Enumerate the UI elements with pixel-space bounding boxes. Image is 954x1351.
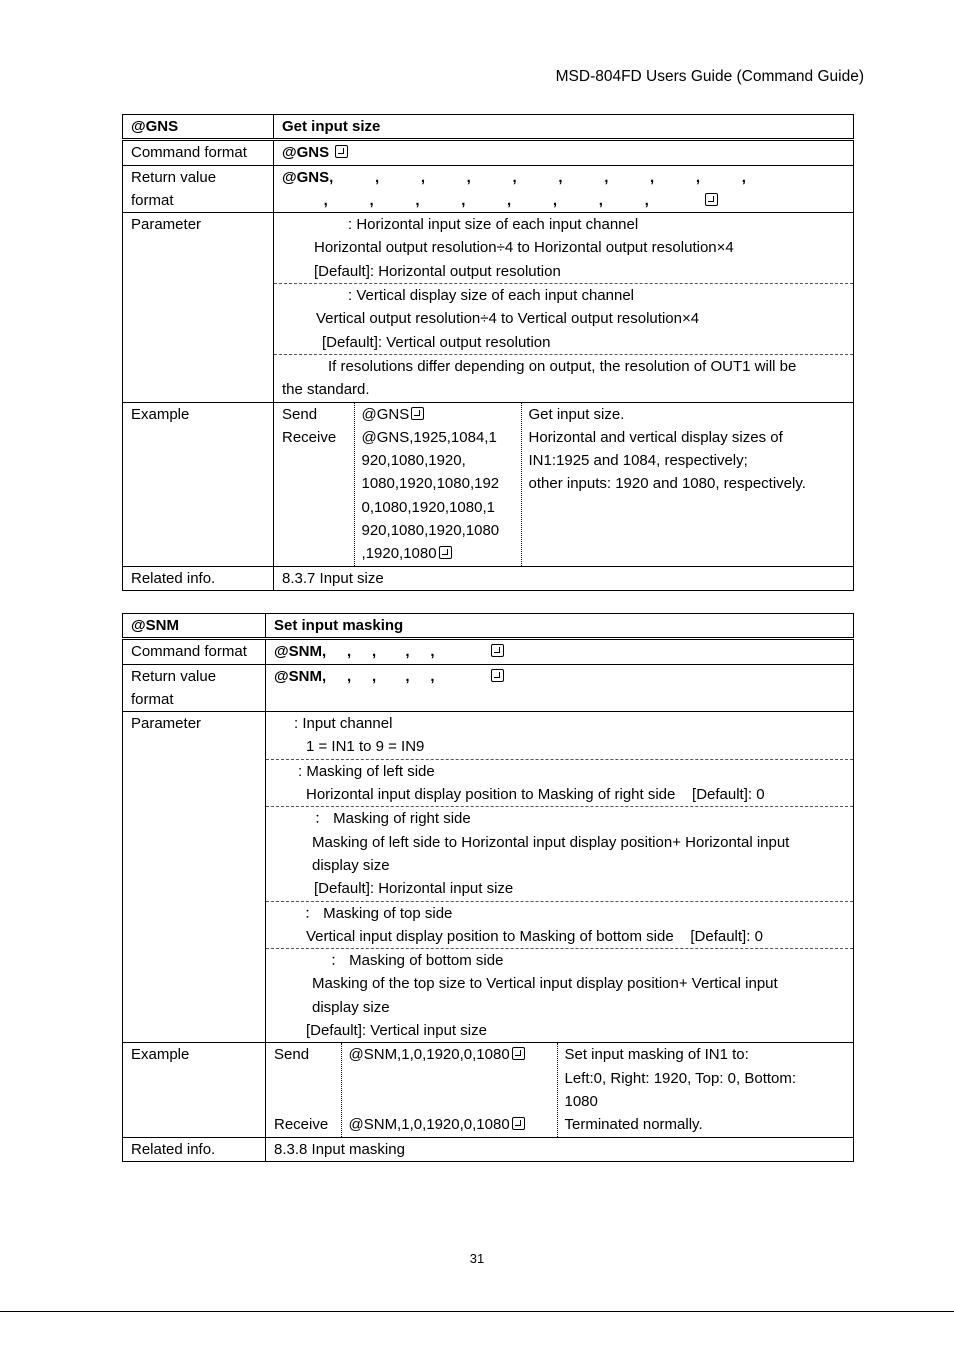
row-label: Command format <box>123 639 266 664</box>
param-desc: : Input channel <box>294 715 393 733</box>
row-label: Example <box>123 1043 266 1137</box>
param-desc: : Masking of left side <box>298 762 435 780</box>
param-range: Horizontal output resolution÷4 to Horizontal output resolution×4 <box>314 239 734 257</box>
return-value-format <box>274 165 854 213</box>
format-text: @SNM, <box>274 643 327 661</box>
label-line: Return value <box>131 667 217 685</box>
enter-key-icon <box>491 669 504 682</box>
param-default: [Default]: Vertical input size <box>306 1022 487 1040</box>
param-desc: : Vertical display size of each input channel <box>348 287 635 305</box>
send-command-text: @GNS <box>361 405 410 423</box>
label-line: format <box>131 191 174 209</box>
return-value-row <box>123 664 854 712</box>
param-vertical <box>274 284 853 355</box>
param-default: [Default]: Horizontal input size <box>314 880 514 898</box>
row-label: Parameter <box>123 213 274 402</box>
param-desc: ： Masking of top side <box>304 904 453 922</box>
send-description-line: Left:0, Right: 1920, Top: 0, Bottom: <box>564 1069 797 1087</box>
row-label: Related info. <box>123 566 274 590</box>
enter-key-icon <box>491 644 504 657</box>
example-cell <box>274 402 854 566</box>
command-description: Set input masking <box>266 614 854 639</box>
example-labels <box>274 1043 341 1136</box>
param-range: Vertical input display position to Masking of bottom side [Default]: 0 <box>306 927 763 945</box>
table-header-row <box>123 115 854 140</box>
example-labels <box>282 403 354 566</box>
receive-line-last <box>362 542 521 565</box>
snm-command-table <box>122 613 854 1162</box>
param-range: display size <box>312 998 390 1016</box>
param-range: Masking of left side to Horizontal input display position+ Horizontal input <box>312 833 790 851</box>
row-label: Command format <box>123 140 274 165</box>
param-mask-top <box>266 902 853 950</box>
receive-description-line: IN1:1925 and 1084, respectively; <box>528 452 748 470</box>
enter-key-icon <box>411 407 424 420</box>
note-line: the standard. <box>282 381 370 399</box>
param-default: [Default]: Vertical output resolution <box>322 333 551 351</box>
row-label: Related info. <box>123 1137 266 1161</box>
command-name: @SNM <box>123 614 266 639</box>
enter-key-icon <box>439 546 452 559</box>
receive-line: 920,1080,1920,1080 <box>361 522 500 540</box>
send-description-line: 1080 <box>564 1092 598 1110</box>
send-command-text: @SNM,1,0,1920,0,1080 <box>348 1046 510 1064</box>
example-commands <box>341 1043 557 1136</box>
return-value-format <box>266 664 854 712</box>
param-desc: ： Masking of bottom side <box>330 952 504 970</box>
receive-line-text: ,1920,1080 <box>361 545 437 563</box>
enter-key-icon <box>335 145 348 158</box>
format-text: @GNS <box>282 144 330 162</box>
related-info-row <box>123 1137 854 1161</box>
label-line: format <box>131 690 174 708</box>
example-row <box>123 402 854 566</box>
param-default: [Default]: Horizontal output resolution <box>314 262 561 280</box>
send-label: Send <box>282 405 318 423</box>
send-description-line: Set input masking of IN1 to: <box>564 1046 749 1064</box>
related-info-value: 8.3.7 Input size <box>274 566 854 590</box>
format-text: @SNM, <box>274 667 327 685</box>
send-description: Get input size. <box>528 405 625 423</box>
param-desc: : Horizontal input size of each input channel <box>348 216 639 234</box>
param-range: Vertical output resolution÷4 to Vertical output resolution×4 <box>316 310 700 328</box>
format-text: @GNS, <box>282 168 334 186</box>
example-commands <box>354 403 521 566</box>
enter-key-icon <box>705 193 718 206</box>
command-name: @GNS <box>123 115 274 140</box>
send-command <box>362 403 521 426</box>
separator-commas: , , , , , , , , , <box>333 168 746 186</box>
example-descriptions <box>557 1043 853 1136</box>
parameter-cell <box>274 213 854 402</box>
param-mask-right <box>266 807 853 901</box>
param-mask-bottom <box>266 949 853 1042</box>
gns-command-table <box>122 114 854 591</box>
receive-line: 920,1080,1920, <box>361 452 466 470</box>
receive-line: 0,1080,1920,1080,1 <box>361 498 495 516</box>
parameter-cell <box>266 712 854 1043</box>
send-label: Send <box>274 1046 310 1064</box>
receive-description-line: other inputs: 1920 and 1080, respectively. <box>528 475 806 493</box>
command-format-row <box>123 140 854 165</box>
command-description: Get input size <box>274 115 854 140</box>
param-range: display size <box>312 856 390 874</box>
note-line: If resolutions differ depending on output, the resolution of OUT1 will be <box>328 357 797 375</box>
example-cell <box>266 1043 854 1137</box>
return-value-row <box>123 165 854 213</box>
receive-description: Terminated normally. <box>564 1116 703 1134</box>
label-line: Return value <box>131 168 217 186</box>
parameter-row <box>123 213 854 402</box>
example-descriptions <box>521 403 853 566</box>
receive-command-text: @SNM,1,0,1920,0,1080 <box>348 1116 510 1134</box>
command-format-row <box>123 639 854 664</box>
param-input-channel <box>266 712 853 760</box>
enter-key-icon <box>512 1047 525 1060</box>
command-format-value <box>266 639 854 664</box>
receive-label: Receive <box>282 428 337 446</box>
param-mask-left <box>266 760 853 808</box>
page-number: 31 <box>469 1251 485 1266</box>
receive-description-line: Horizontal and vertical display sizes of <box>528 428 783 446</box>
row-label <box>123 664 266 712</box>
separator-commas: , , , , , , , , <box>282 191 703 209</box>
param-range: Horizontal input display position to Masking of right side [Default]: 0 <box>306 786 765 804</box>
param-range: Masking of the top size to Vertical input display position+ Vertical input <box>312 975 778 993</box>
separator-commas: , , , , <box>326 667 489 685</box>
param-range: 1 = IN1 to 9 = IN9 <box>306 738 425 756</box>
related-info-row <box>123 566 854 590</box>
receive-label: Receive <box>274 1116 329 1134</box>
command-format-value <box>274 140 854 165</box>
receive-command <box>349 1113 557 1136</box>
receive-line: @GNS,1925,1084,1 <box>361 428 497 446</box>
row-label: Example <box>123 402 274 566</box>
table-header-row <box>123 614 854 639</box>
related-info-value: 8.3.8 Input masking <box>266 1137 854 1161</box>
row-label <box>123 165 274 213</box>
document-header: MSD-804FD Users Guide (Command Guide) <box>555 68 864 85</box>
footer-divider <box>0 1311 954 1312</box>
example-inner-table <box>274 1043 853 1136</box>
param-horizontal <box>274 213 853 284</box>
param-note <box>274 355 853 402</box>
receive-line: 1080,1920,1080,192 <box>361 475 500 493</box>
param-desc: ： Masking of right side <box>314 810 471 828</box>
parameter-row <box>123 712 854 1043</box>
example-row <box>123 1043 854 1137</box>
send-command <box>349 1043 557 1066</box>
example-inner-table <box>282 403 853 566</box>
row-label: Parameter <box>123 712 266 1043</box>
enter-key-icon <box>512 1117 525 1130</box>
separator-commas: , , , , <box>326 643 489 661</box>
